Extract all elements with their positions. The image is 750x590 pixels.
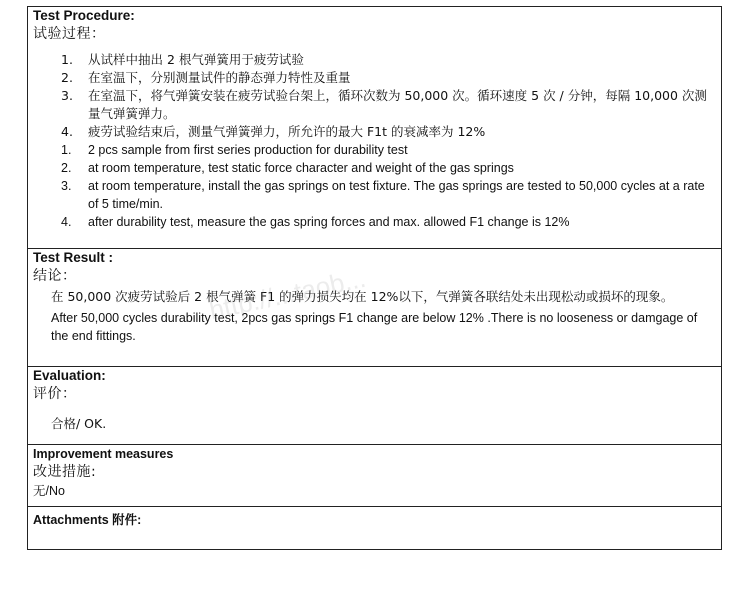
procedure-item-number: 3. [61,88,73,103]
procedure-item [33,123,721,141]
procedure-item [33,159,721,177]
report-table [27,6,722,550]
test-result-text-cn: 在 50,000 次疲劳试验后 2 根气弹簧 F1 的弹力损失均在 12%以下，气弹簧各联结处未出现松动或损坏的现象。 [51,289,674,304]
procedure-item-text: 2 pcs sample from first series production for durability test [88,143,408,157]
test-result-heading: Test Result : [33,250,114,265]
evaluation-heading: Evaluation: [33,368,106,383]
evaluation-value: 合格/ OK. [51,416,107,431]
procedure-item-text: 在室温下，将气弹簧安装在疲劳试验台架上，循环次数为 50,000 次。循环速度 5 次 / 分钟，每隔 10,000 次测量气弹簧弹力。 [88,88,707,121]
test-procedure-section [28,7,721,249]
test-procedure-heading-cn: 试验过程： [33,26,106,42]
procedure-item-number: 1. [61,52,73,67]
evaluation-heading-cn: 评价： [33,386,77,402]
procedure-item [33,141,721,159]
procedure-item-text: 疲劳试验结束后，测量气弹簧弹力，所允许的最大 F1t 的衰减率为 12% [88,124,486,139]
test-result-text-en: After 50,000 cycles durability test, 2pcs gas springs F1 change are below 12% .There is no looseness or damgage of the end fittings. [51,311,698,343]
procedure-item-text: 从试样中抽出 2 根气弹簧用于疲劳试验 [88,52,304,67]
procedure-item-number: 2. [61,70,73,85]
test-result-heading-cn: 结论： [33,268,77,284]
attachments-section [28,511,721,549]
procedure-item-number: 3. [61,179,72,193]
improvement-heading: Improvement measures [33,447,174,461]
procedure-item [33,51,721,69]
procedure-item-text: 在室温下，分别测量试件的静态弹力特性及重量 [88,70,351,85]
procedure-item-text: at room temperature, test static force character and weight of the gas springs [88,161,514,175]
evaluation-section [28,367,721,445]
procedure-item-text: after durability test, measure the gas spring forces and max. allowed F1 change is 12% [88,215,570,229]
procedure-item [33,69,721,87]
test-procedure-heading: Test Procedure: [33,8,135,23]
improvement-value: 无/No [33,484,65,498]
watermark: http://...taob... [206,262,369,326]
improvement-heading-cn: 改进措施: [33,464,97,480]
test-result-section [28,249,721,367]
procedure-item-number: 4. [61,124,73,139]
procedure-item-number: 4. [61,215,72,229]
improvement-section [28,445,721,507]
procedure-item-text: at room temperature, install the gas springs on test fixture. The gas springs are tested to 50,000 cycles at a rate of 5 time/min. [88,179,705,211]
procedure-list [33,51,721,231]
attachments-heading: Attachments 附件: [33,513,142,527]
procedure-item [33,177,721,213]
procedure-item [33,213,721,231]
procedure-item-number: 1. [61,143,72,157]
procedure-item-number: 2. [61,161,72,175]
procedure-item [33,87,721,123]
